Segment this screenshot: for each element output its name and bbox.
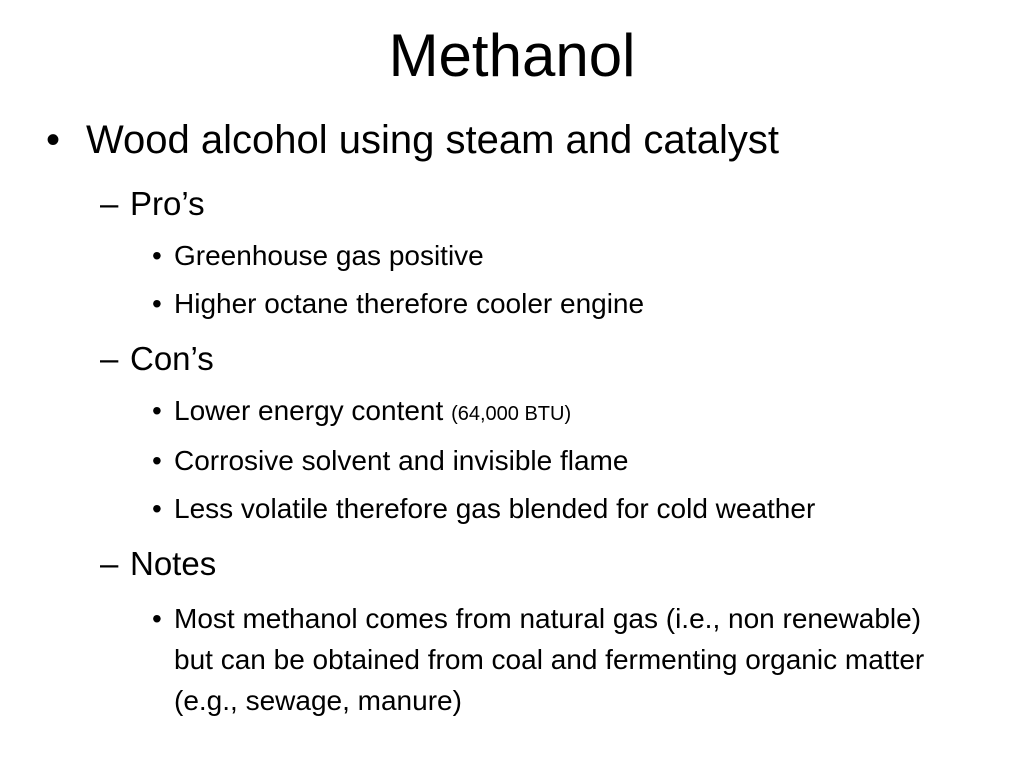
notes-item-text: Most methanol comes from natural gas (i.e., non renewable) but can be obtained from coal and fermenting organic matter (e.g., sewage, manure) xyxy=(174,603,925,716)
cons-item xyxy=(152,395,571,427)
bullet-item-main xyxy=(46,118,779,163)
main-bullet-text: Wood alcohol using steam and catalyst xyxy=(86,118,779,162)
notes-heading: Notes xyxy=(130,545,217,582)
cons-heading: Con’s xyxy=(130,340,214,377)
bullet-icon: • xyxy=(152,445,162,476)
bullet-icon: • xyxy=(152,603,162,634)
bullet-icon: • xyxy=(152,493,162,524)
pros-heading: Pro’s xyxy=(130,185,205,222)
bullet-icon: • xyxy=(46,118,61,162)
subheading-notes xyxy=(100,545,216,583)
subheading-cons xyxy=(100,340,214,378)
dash-icon: – xyxy=(100,340,119,377)
pros-item-text: Greenhouse gas positive xyxy=(174,240,484,271)
cons-item xyxy=(152,445,628,477)
cons-item-main-text: Lower energy content xyxy=(174,395,452,426)
pros-item-text: Higher octane therefore cooler engine xyxy=(174,288,645,319)
cons-item-note: (64,000 BTU) xyxy=(451,403,572,425)
dash-icon: – xyxy=(100,545,119,582)
bullet-icon: • xyxy=(152,288,162,319)
subheading-pros xyxy=(100,185,205,223)
bullet-icon: • xyxy=(152,395,162,426)
cons-item xyxy=(152,493,815,525)
notes-item xyxy=(152,598,964,721)
slide-title: Methanol xyxy=(388,22,636,89)
cons-item-text: Corrosive solvent and invisible flame xyxy=(174,445,629,476)
cons-item-text xyxy=(174,395,571,427)
dash-icon: – xyxy=(100,185,119,222)
bullet-icon: • xyxy=(152,240,162,271)
cons-item-text: Less volatile therefore gas blended for cold weather xyxy=(174,493,816,524)
pros-item xyxy=(152,240,484,272)
pros-item xyxy=(152,288,644,320)
